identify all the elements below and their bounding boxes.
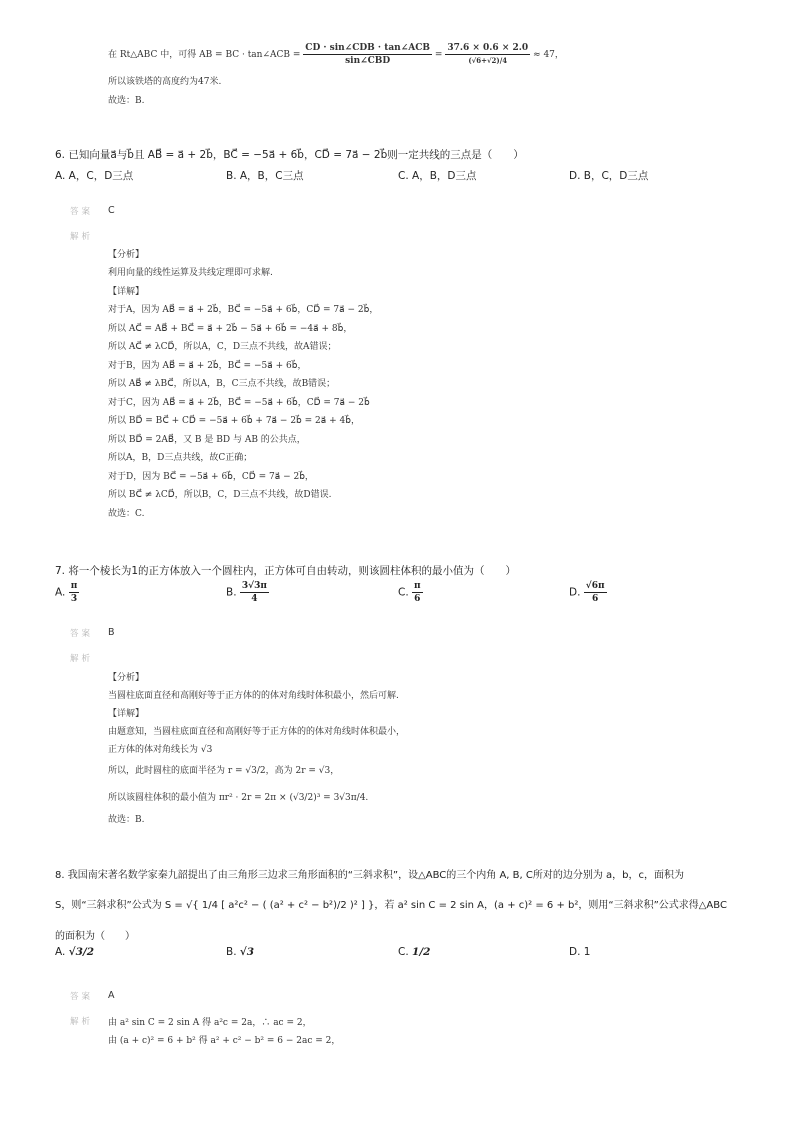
q6-line: 对于C，因为 AB⃗ = a⃗ + 2b⃗，BC⃗ = −5a⃗ + 6b⃗，CD⃗ = 7a⃗ − 2b⃗: [108, 398, 370, 408]
q6-line: 所以 AC⃗ = AB⃗ + BC⃗ = a⃗ + 2b⃗ − 5a⃗ + 6b⃗ = −4a⃗ + 8b⃗，: [108, 324, 353, 334]
q6-line: 故选：C.: [108, 509, 145, 519]
q6-line: 所以 BD⃗ = 2AB⃗，又 B 是 BD 与 AB 的公共点，: [108, 435, 306, 445]
q8-line: 由 a² sin C = 2 sin A 得 a²c = 2a，∴ ac = 2，: [108, 1018, 312, 1028]
q7-answer-label: 答案: [70, 629, 94, 639]
prev-fraction-1: $\frac{\text{CD · sin∠CDB · tan∠ACB}}{\text{sin∠CBD}}$: [305, 43, 431, 66]
q6-line: 所以 BC⃗ ≠ λCD⃗，所以B，C，D三点不共线，故D错误.: [108, 490, 332, 500]
q7-option-b[interactable]: B. $\frac{3√3\pi}{4}$: [226, 581, 267, 604]
q6-line: 所以A，B，D三点共线，故C正确；: [108, 453, 253, 463]
q7-option-d[interactable]: D. $\frac{√6\pi}{6}$: [569, 581, 605, 604]
q8-answer: A: [108, 990, 115, 1001]
q8-stem-line-1: 8. 我国南宋著名数学家秦九韶提出了由三角形三边求三角形面积的“三斜求积”，设△ABC的三个内角 A, B, C所对的边分别为 a，b，c，面积为: [55, 870, 685, 881]
prev-line-1: 在 Rt△ABC 中，可得 AB = BC · tan∠ACB = $\frac{\text{CD · sin∠CDB · tan∠ACB}}{\text{sin∠CBD}}$ = $\frac{37.6 \times 0.6 \times 2.0}{(√6+√2)/4}$ ≈ 47，: [108, 43, 564, 66]
prev-line-3: 故选：B.: [108, 96, 145, 106]
prev-line-2: 所以该铁塔的高度约为47米.: [108, 77, 222, 87]
q8-option-c[interactable]: C. 1/2: [398, 946, 431, 958]
q7-line: 【分析】: [108, 673, 145, 683]
q6-option-d[interactable]: D. B，C，D三点: [569, 170, 649, 182]
prev-line1-prefix: 在 Rt△ABC 中，可得 AB = BC · tan∠ACB =: [108, 50, 304, 60]
q8-stem-line-3: 的面积为（ ）: [55, 931, 135, 942]
q6-option-b[interactable]: B. A，B，C三点: [226, 170, 304, 182]
q7-line: 当圆柱底面直径和高刚好等于正方体的的体对角线时体积最小，然后可解.: [108, 691, 399, 701]
q8-option-a[interactable]: A. √3/2: [55, 946, 95, 958]
q7-line: 故选：B.: [108, 815, 145, 825]
prev-line1-suffix: ≈ 47，: [533, 50, 564, 60]
q7-option-a[interactable]: A. $\frac{\pi}{3}$: [55, 581, 78, 604]
q7-analysis-label: 解析: [70, 654, 94, 664]
q6-line: 【详解】: [108, 287, 145, 297]
q6-answer: C: [108, 205, 115, 216]
q6-line: 所以 AC⃗ ≠ λCD⃗，所以A，C，D三点不共线，故A错误；: [108, 342, 337, 352]
q6-option-c[interactable]: C. A，B，D三点: [398, 170, 477, 182]
q8-option-d[interactable]: D. 1: [569, 946, 591, 958]
q7-line: 正方体的体对角线长为 √3: [108, 745, 213, 755]
q8-line: 由 (a + c)² = 6 + b² 得 a² + c² − b² = 6 − 2ac = 2，: [108, 1036, 341, 1046]
q8-analysis-label: 解析: [70, 1017, 94, 1027]
q6-option-a[interactable]: A. A，C，D三点: [55, 170, 134, 182]
prev-fraction-2: $\frac{37.6 \times 0.6 \times 2.0}{(√6+√2)/4}$: [447, 43, 529, 65]
q6-line: 对于A，因为 AB⃗ = a⃗ + 2b⃗，BC⃗ = −5a⃗ + 6b⃗，CD⃗ = 7a⃗ − 2b⃗，: [108, 305, 379, 315]
q6-stem: 6. 已知向量a⃗与b⃗且 AB⃗ = a⃗ + 2b⃗，BC⃗ = −5a⃗ + 6b⃗，CD⃗ = 7a⃗ − 2b⃗则一定共线的三点是（ ）: [55, 149, 524, 161]
q7-line: 所以，此时圆柱的底面半径为 r = √3/2，高为 2r = √3，: [108, 766, 340, 776]
q6-line: 所以 AB⃗ ≠ λBC⃗，所以A，B，C三点不共线，故B错误；: [108, 379, 336, 389]
q7-line: 由题意知，当圆柱底面直径和高刚好等于正方体的的体对角线时体积最小，: [108, 727, 406, 737]
q6-line: 对于B，因为 AB⃗ = a⃗ + 2b⃗，BC⃗ = −5a⃗ + 6b⃗，: [108, 361, 307, 371]
q7-stem: 7. 将一个棱长为1的正方体放入一个圆柱内，正方体可自由转动，则该圆柱体积的最小值为（ ）: [55, 565, 517, 577]
q7-line: 所以该圆柱体积的最小值为 πr² · 2r = 2π × (√3/2)³ = 3√3π/4.: [108, 793, 369, 803]
q8-stem-line-2: S，则“三斜求积”公式为 S = √{ 1/4 [ a²c² − ( (a² + c² − b²)/2 )² ] }，若 a² sin C = 2 sin A，(a + c)² = 6 + b²，则用“三斜求积”公式求得△ABC: [55, 900, 727, 911]
q7-answer: B: [108, 627, 115, 638]
q6-line: 【分析】: [108, 250, 145, 260]
q6-line: 利用向量的线性运算及共线定理即可求解.: [108, 268, 273, 278]
q7-line: 【详解】: [108, 709, 145, 719]
q8-option-b[interactable]: B. √3: [226, 946, 255, 958]
q6-line: 对于D，因为 BC⃗ = −5a⃗ + 6b⃗，CD⃗ = 7a⃗ − 2b⃗，: [108, 472, 314, 482]
q8-answer-label: 答案: [70, 992, 94, 1002]
q6-line: 所以 BD⃗ = BC⃗ + CD⃗ = −5a⃗ + 6b⃗ + 7a⃗ − 2b⃗ = 2a⃗ + 4b⃗，: [108, 416, 360, 426]
q7-option-c[interactable]: C. $\frac{\pi}{6}$: [398, 581, 421, 604]
q6-analysis-label: 解析: [70, 232, 94, 242]
q6-answer-label: 答案: [70, 207, 94, 217]
